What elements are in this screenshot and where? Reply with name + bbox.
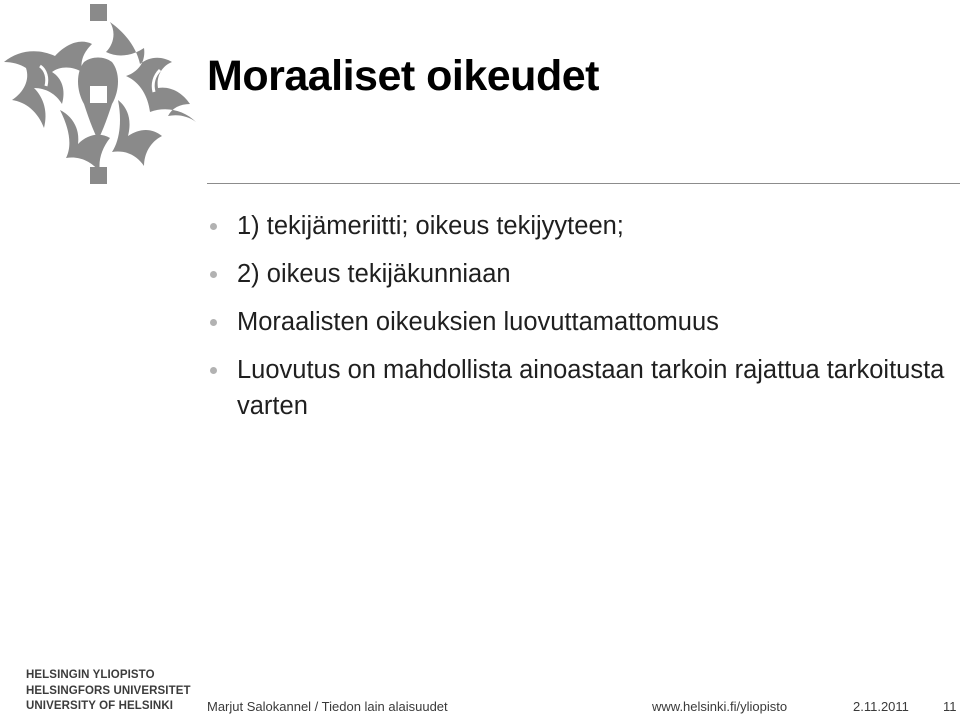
bullet-text: 1) tekijämeriitti; oikeus tekijyyteen;	[237, 212, 624, 240]
bullet-list	[207, 208, 952, 436]
university-flame-logo-icon	[0, 0, 205, 190]
footer-page-number: 11	[943, 699, 957, 714]
bullet-dot-icon	[210, 223, 217, 230]
footer-url: www.helsinki.fi/yliopisto	[652, 699, 788, 714]
bullet-dot-icon	[210, 319, 217, 326]
slide-title: Moraaliset oikeudet	[207, 52, 599, 100]
bullet-text: Moraalisten oikeuksien luovuttamattomuus	[237, 308, 719, 336]
bullet-item	[207, 208, 952, 244]
bullet-text: Luovutus on mahdollista ainoastaan tarkoin rajattua tarkoitusta varten	[237, 356, 945, 420]
university-name-finnish: HELSINGIN YLIOPISTO	[26, 669, 155, 681]
bullet-item	[207, 304, 952, 340]
university-name-block	[26, 668, 191, 715]
title-divider	[207, 183, 960, 184]
university-name-swedish: HELSINGFORS UNIVERSITET	[26, 684, 191, 697]
university-name-english: UNIVERSITY OF HELSINKI	[26, 700, 174, 712]
bullet-dot-icon	[210, 271, 217, 278]
bullet-item	[207, 256, 952, 292]
bullet-dot-icon	[210, 367, 217, 374]
bullet-item	[207, 352, 952, 424]
footer-date: 2.11.2011	[853, 699, 909, 714]
footer-author: Marjut Salokannel / Tiedon lain alaisuudet	[207, 699, 448, 714]
bullet-text: 2) oikeus tekijäkunniaan	[237, 260, 511, 288]
